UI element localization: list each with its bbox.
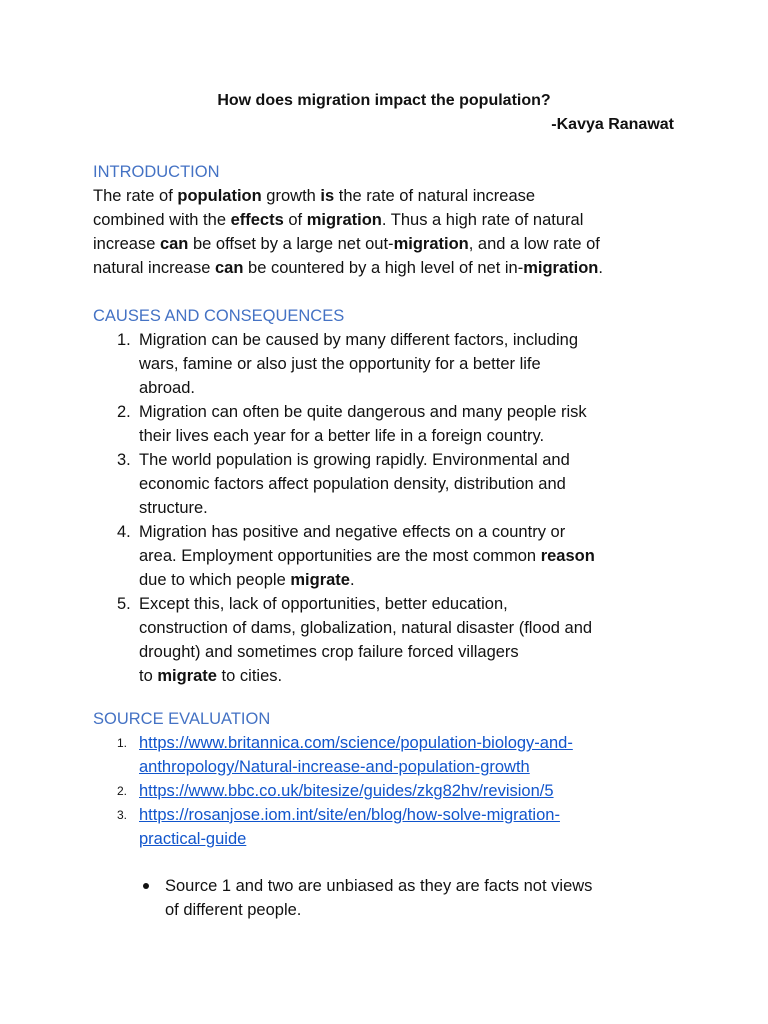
sources-list — [93, 731, 683, 851]
text-segment: structure. — [139, 499, 208, 517]
bullet-line: of different people. — [165, 901, 302, 919]
list-number: 2. — [117, 784, 128, 798]
list-number: 3. — [117, 808, 128, 822]
list-item — [93, 592, 683, 688]
text-segment: . — [349, 571, 355, 589]
text-segment: natural increase — [93, 259, 215, 277]
list-line — [139, 352, 683, 376]
text-segment: be countered by a high level of net in- — [243, 259, 524, 277]
causes-heading: CAUSES AND CONSEQUENCES — [93, 307, 345, 325]
list-number: 1. — [117, 331, 131, 349]
bold-text: migration — [306, 211, 382, 229]
list-line — [139, 568, 683, 592]
bold-text: effects — [230, 211, 284, 229]
text-segment: , and a low rate of — [468, 235, 600, 253]
text-segment: The world population is growing rapidly. Environmental and — [139, 451, 570, 469]
paragraph-line — [93, 184, 683, 208]
list-line — [139, 616, 683, 640]
list-number: 5. — [117, 595, 131, 613]
list-item — [93, 448, 683, 520]
text-segment: increase — [93, 235, 160, 253]
author-name: -Kavya Ranawat — [551, 116, 674, 133]
paragraph-line — [93, 208, 683, 232]
list-item — [93, 520, 683, 592]
bold-text: can — [215, 259, 244, 277]
paragraph-line — [93, 232, 683, 256]
source-item — [93, 731, 683, 779]
bold-text: migrate — [290, 571, 350, 589]
text-segment: combined with the — [93, 211, 231, 229]
list-line — [139, 448, 683, 472]
text-segment: area. Employment opportunities are the most common — [139, 547, 541, 565]
link-line: https://www.britannica.com/science/population-biology-and- — [139, 734, 573, 752]
source-link-iom[interactable] — [139, 803, 683, 851]
list-line — [139, 496, 683, 520]
link-line: practical-guide — [139, 830, 247, 848]
text-segment: to — [139, 667, 158, 685]
list-line — [139, 424, 683, 448]
list-number: 2. — [117, 403, 131, 421]
bold-text: migration — [523, 259, 599, 277]
list-item — [93, 400, 683, 448]
list-number: 1. — [117, 736, 128, 750]
list-line — [139, 328, 683, 352]
list-line — [139, 544, 683, 568]
text-segment: the rate of natural increase — [334, 187, 536, 205]
bold-text: migrate — [157, 667, 217, 685]
link-line: anthropology/Natural-increase-and-population-growth — [139, 758, 530, 776]
paragraph-line — [93, 256, 683, 280]
source-item — [93, 779, 683, 803]
text-segment: their lives each year for a better life in a foreign country. — [139, 427, 545, 445]
text-segment: Except this, lack of opportunities, better education, — [139, 595, 508, 613]
list-line — [139, 640, 683, 664]
source-item — [93, 803, 683, 851]
text-segment: to cities. — [216, 667, 283, 685]
link-line: https://rosanjose.iom.int/site/en/blog/how-solve-migration- — [139, 806, 560, 824]
list-line — [139, 592, 683, 616]
bold-text: can — [159, 235, 189, 253]
list-number: 3. — [117, 451, 131, 469]
source-link-britannica[interactable] — [139, 731, 683, 779]
text-segment: drought) and sometimes crop failure forced villagers — [139, 643, 519, 661]
text-segment: wars, famine or also just the opportunity for a better life — [139, 355, 541, 373]
list-line — [139, 376, 683, 400]
list-line — [139, 472, 683, 496]
source-evaluation-heading: SOURCE EVALUATION — [93, 710, 271, 728]
list-line — [139, 664, 683, 688]
list-line — [139, 400, 683, 424]
bold-text: population — [177, 187, 262, 205]
text-segment: . — [598, 259, 603, 277]
bullet-line: Source 1 and two are unbiased as they are facts not views — [165, 877, 593, 895]
text-segment: construction of dams, globalization, natural disaster (flood and — [139, 619, 593, 637]
introduction-heading: INTRODUCTION — [93, 163, 220, 181]
text-segment: economic factors affect population density, distribution and — [139, 475, 566, 493]
text-segment: The rate of — [93, 187, 178, 205]
introduction-paragraph — [93, 184, 683, 280]
bold-text: is — [320, 187, 335, 205]
text-segment: abroad. — [139, 379, 195, 397]
source-link-bbc[interactable] — [139, 779, 683, 803]
evaluation-bullet — [165, 874, 685, 922]
text-segment: Migration can be caused by many different factors, including — [139, 331, 579, 349]
document-title: How does migration impact the population? — [217, 92, 551, 109]
text-segment: . Thus a high rate of natural — [381, 211, 584, 229]
text-segment: due to which people — [139, 571, 291, 589]
causes-list — [93, 328, 683, 688]
bold-text: migration — [393, 235, 469, 253]
text-segment: of — [283, 211, 307, 229]
text-segment: be offset by a large net out- — [188, 235, 394, 253]
link-line: https://www.bbc.co.uk/bitesize/guides/zkg82hv/revision/5 — [139, 782, 554, 800]
list-number: 4. — [117, 523, 131, 541]
bullet-icon — [143, 883, 149, 889]
list-item — [93, 328, 683, 400]
text-segment: Migration has positive and negative effects on a country or — [139, 523, 566, 541]
text-segment: growth — [261, 187, 321, 205]
bold-text: reason — [540, 547, 595, 565]
list-line — [139, 520, 683, 544]
text-segment: Migration can often be quite dangerous and many people risk — [139, 403, 587, 421]
